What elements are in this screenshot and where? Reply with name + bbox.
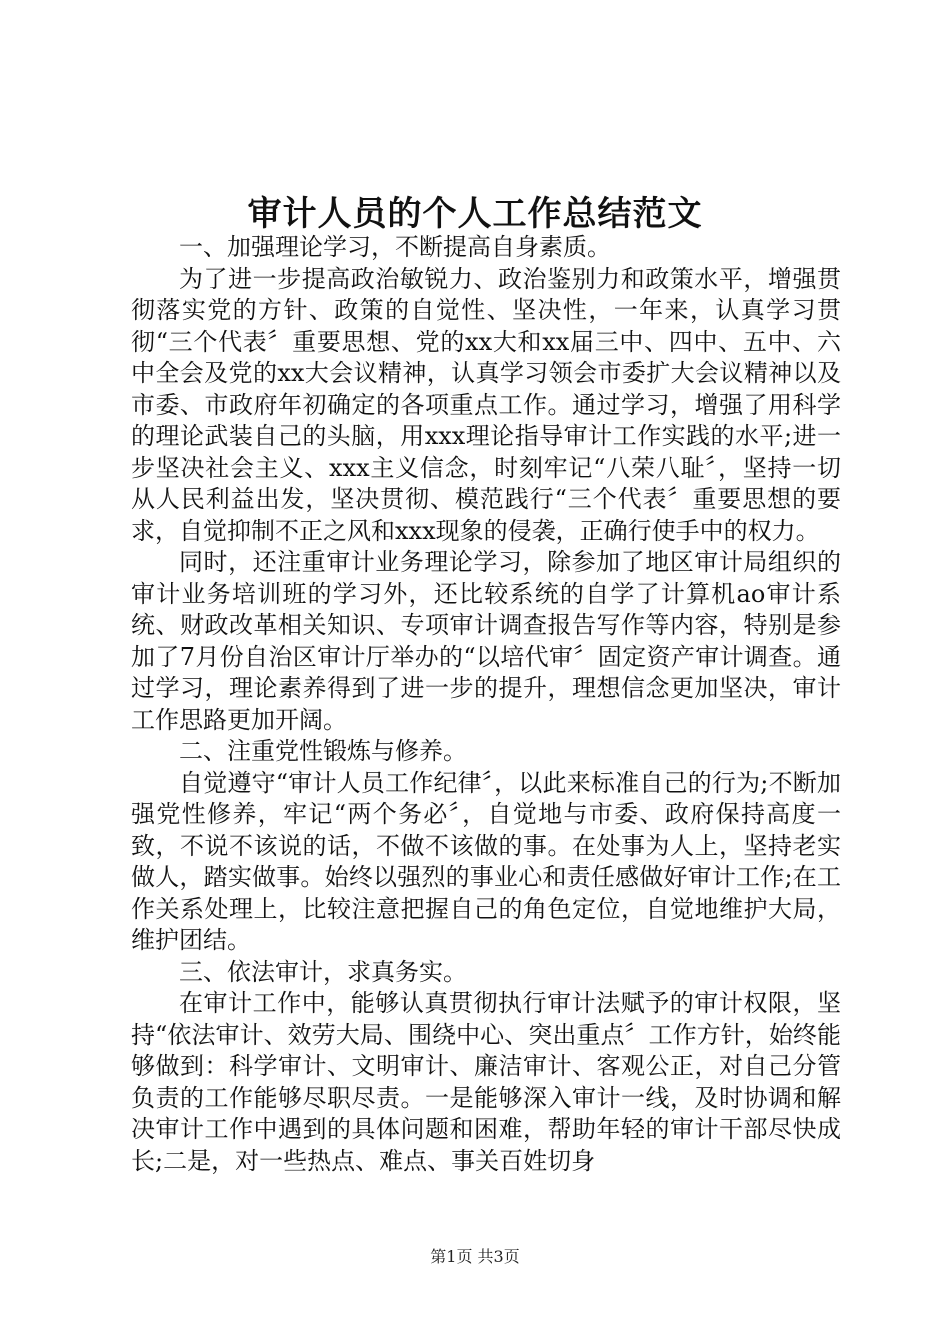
page-footer: 第1页 共3页 (430, 1247, 520, 1266)
paragraph-theory-study: 为了进一步提高政治敏锐力、政治鉴别力和政策水平，增强贯彻落实党的方针、政策的自觉性、坚决性，一年来，认真学习贯彻“三个代表〞重要思想、党的xx大和xx届三中、四中、五中、六中全会及党的xx大会议精神，认真学习领会市委扩大会议精神以及市委、市政府年初确定的各项重点工作。通过学习，增强了用科学的理论武装自己的头脑，用xxx理论指导审计工作实践的水平;进一步坚决社会主义、xxx主义信念，时刻牢记“八荣八耻〞，坚持一切从人民利益出发，坚决贯彻、模范践行“三个代表〞重要思想的要求，自觉抑制不正之风和xxx现象的侵袭，正确行使手中的权力。 (131, 264, 841, 545)
paragraph-party-discipline: 自觉遵守“审计人员工作纪律〞，以此来标准自己的行为;不断加强党性修养，牢记“两个务必〞，自觉地与市委、政府保持高度一致，不说不该说的话，不做不该做的事。在处事为人上，坚持老实做人，踏实做事。始终以强烈的事业心和责任感做好审计工作;在工作关系处理上，比较注意把握自己的角色定位，自觉地维护大局，维护团结。 (131, 768, 841, 954)
paragraph-lawful-audit: 在审计工作中，能够认真贯彻执行审计法赋予的审计权限，坚持“依法审计、效劳大局、围绕中心、突出重点〞工作方针，始终能够做到：科学审计、文明审计、廉洁审计、客观公正，对自己分管负责的工作能够尽职尽责。一是能够深入审计一线，及时协调和解决审计工作中遇到的具体问题和困难，帮助年轻的审计干部尽快成长;二是，对一些热点、难点、事关百姓切身 (131, 989, 841, 1175)
section-heading-3: 三、依法审计，求真务实。 (179, 957, 467, 986)
document-title: 审计人员的个人工作总结范文 (247, 194, 703, 234)
document-body (131, 232, 841, 1177)
paragraph-business-study: 同时，还注重审计业务理论学习，除参加了地区审计局组织的审计业务培训班的学习外，还比较系统的自学了计算机ao审计系统、财政改革相关知识、专项审计调查报告写作等内容，特别是参加了7月份自治区审计厅举办的“以培代审〞固定资产审计调查。通过学习，理论素养得到了进一步的提升，理想信念更加坚决，审计工作思路更加开阔。 (131, 548, 841, 734)
section-heading-2: 二、注重党性锻炼与修养。 (179, 737, 467, 765)
section-heading-1: 一、加强理论学习，不断提高自身素质。 (179, 233, 611, 261)
